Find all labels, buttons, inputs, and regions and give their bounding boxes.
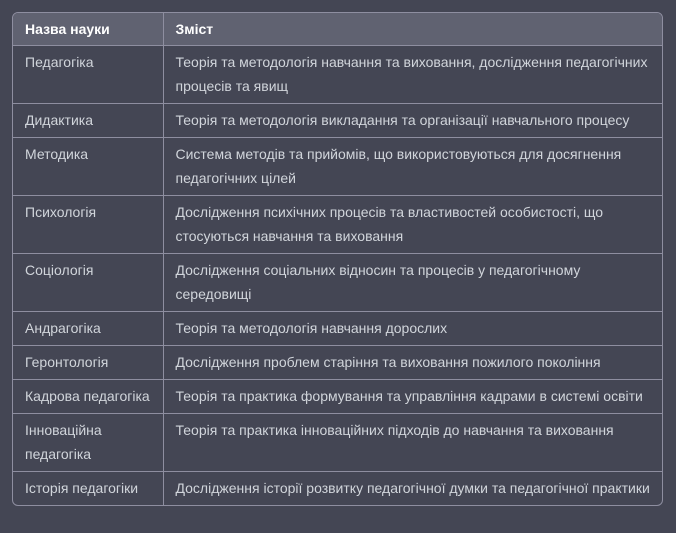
cell-name: Методика xyxy=(13,137,163,195)
cell-name: Геронтологія xyxy=(13,345,163,379)
header-name: Назва науки xyxy=(13,13,163,45)
table-row xyxy=(13,413,662,471)
cell-name: Інноваційна педагогіка xyxy=(13,413,163,471)
table-row xyxy=(13,311,662,345)
table-body xyxy=(13,45,662,505)
cell-content: Дослідження проблем старіння та виховання пожилого покоління xyxy=(163,345,662,379)
cell-name: Дидактика xyxy=(13,103,163,137)
cell-name: Історія педагогіки xyxy=(13,471,163,505)
cell-content: Теорія та практика інноваційних підходів до навчання та виховання xyxy=(163,413,662,471)
cell-name: Кадрова педагогіка xyxy=(13,379,163,413)
cell-content: Система методів та прийомів, що використовуються для досягнення педагогічних цілей xyxy=(163,137,662,195)
table-row xyxy=(13,471,662,505)
cell-name: Психологія xyxy=(13,195,163,253)
cell-content: Теорія та методологія викладання та організації навчального процесу xyxy=(163,103,662,137)
table-row xyxy=(13,137,662,195)
cell-content: Дослідження історії розвитку педагогічної думки та педагогічної практики xyxy=(163,471,662,505)
cell-name: Андрагогіка xyxy=(13,311,163,345)
cell-content: Теорія та методологія навчання та виховання, дослідження педагогічних процесів та явищ xyxy=(163,45,662,103)
table-row xyxy=(13,45,662,103)
table-row xyxy=(13,253,662,311)
table-row xyxy=(13,345,662,379)
cell-content: Теорія та практика формування та управління кадрами в системі освіти xyxy=(163,379,662,413)
header-content: Зміст xyxy=(163,13,662,45)
cell-name: Соціологія xyxy=(13,253,163,311)
science-table xyxy=(12,12,663,506)
cell-content: Дослідження психічних процесів та властивостей особистості, що стосуються навчання та виховання xyxy=(163,195,662,253)
header-row xyxy=(13,13,662,45)
cell-name: Педагогіка xyxy=(13,45,163,103)
table-row xyxy=(13,103,662,137)
table-row xyxy=(13,379,662,413)
science-table-grid xyxy=(13,13,662,505)
cell-content: Теорія та методологія навчання дорослих xyxy=(163,311,662,345)
table-row xyxy=(13,195,662,253)
table-header xyxy=(13,13,662,45)
cell-content: Дослідження соціальних відносин та процесів у педагогічному середовищі xyxy=(163,253,662,311)
